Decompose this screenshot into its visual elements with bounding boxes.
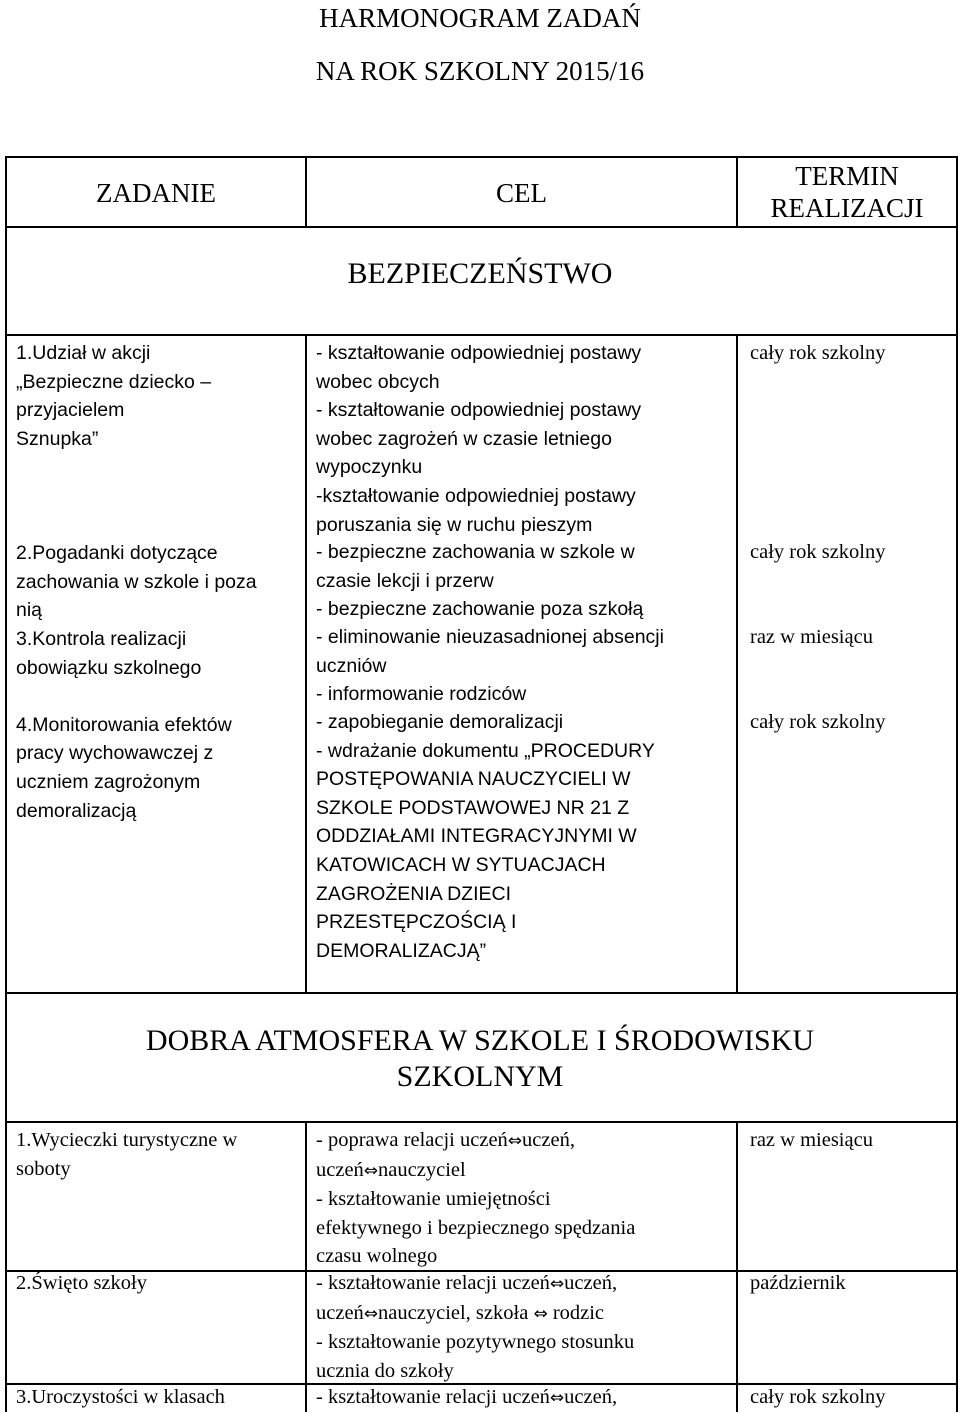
header-deadline: TERMIN REALIZACJI: [770, 161, 924, 223]
bidirectional-arrow-icon: ⇔: [363, 1160, 379, 1181]
section-title-safety: BEZPIECZEŃSTWO: [347, 257, 613, 290]
deadline-safety-2: cały rok szkolny: [750, 541, 886, 563]
task-column-safety: 1.Udział w akcji „Bezpieczne dziecko – przyjacielem Sznupka” 2.Pogadanki dotyczące zachowania w szkole i poza nią 3.Kontrola realizacji obowiązku szkolnego 4.Monitorowania efektów pracy wychowawczej z uczniem zagrożonym demoralizacją: [16, 342, 257, 822]
deadline-atmosphere-2: październik: [750, 1272, 846, 1294]
goal-atmosphere-2: - kształtowanie relacji uczeń⇔uczeń, uczeń⇔nauczyciel, szkoła ⇔ rodzic - kształtowanie pozytywnego stosunku ucznia do szkoły: [316, 1272, 635, 1382]
bidirectional-arrow-icon: ⇔: [507, 1131, 523, 1151]
deadline-safety-4: cały rok szkolny: [750, 711, 886, 733]
task-atmosphere-1: 1.Wycieczki turystyczne w soboty: [16, 1129, 238, 1180]
document-title: HARMONOGRAM ZADAŃ: [319, 3, 641, 33]
task-atmosphere-2: 2.Święto szkoły: [16, 1272, 147, 1294]
bidirectional-arrow-icon: ⇔: [549, 1388, 565, 1408]
bidirectional-arrow-icon: ⇔: [363, 1303, 379, 1324]
goal-safety-3: - eliminowanie nieuzasadnionej absencji uczniów - informowanie rodziców: [316, 626, 664, 706]
deadline-atmosphere-3: cały rok szkolny: [750, 1386, 886, 1408]
deadline-safety-1: cały rok szkolny: [750, 342, 886, 364]
document-subtitle: NA ROK SZKOLNY 2015/16: [315, 56, 645, 86]
bidirectional-arrow-icon: ⇔: [533, 1303, 548, 1324]
goal-safety-1: - kształtowanie odpowiedniej postawy wobec obcych - kształtowanie odpowiedniej postawy wobec zagrożeń w czasie letniego wypoczynku -kształtowanie odpowiedniej postawy poruszania się w ruchu pieszym: [316, 342, 642, 536]
header-goal: CEL: [496, 178, 547, 208]
deadline-safety-3: raz w miesiącu: [750, 626, 873, 648]
bidirectional-arrow-icon: ⇔: [549, 1274, 565, 1294]
goal-safety-2: - bezpieczne zachowania w szkole w czasie lekcji i przerw - bezpieczne zachowanie poza szkołą: [316, 541, 644, 621]
goal-atmosphere-1: - poprawa relacji uczeń⇔uczeń, uczeń⇔nauczyciel - kształtowanie umiejętności efektywnego i bezpiecznego spędzania czasu wolnego: [316, 1129, 636, 1268]
header-task: ZADANIE: [96, 178, 216, 208]
section-title-atmosphere: DOBRA ATMOSFERA W SZKOLE I ŚRODOWISKU SZKOLNYM: [145, 1024, 815, 1093]
deadline-atmosphere-1: raz w miesiącu: [750, 1129, 873, 1151]
goal-atmosphere-3: - kształtowanie relacji uczeń⇔uczeń,: [316, 1386, 618, 1408]
goal-safety-4: - zapobieganie demoralizacji - wdrażanie dokumentu „PROCEDURY POSTĘPOWANIA NAUCZYCIELI W SZKOLE PODSTAWOWEJ NR 21 Z ODDZIAŁAMI INTEGRACYJNYMI W KATOWICACH W SYTUACJACH ZAGROŻENIA DZIECI PRZESTĘPCZOŚCIĄ I DEMORALIZACJĄ”: [316, 711, 655, 962]
task-atmosphere-3: 3.Uroczystości w klasach: [16, 1386, 225, 1408]
